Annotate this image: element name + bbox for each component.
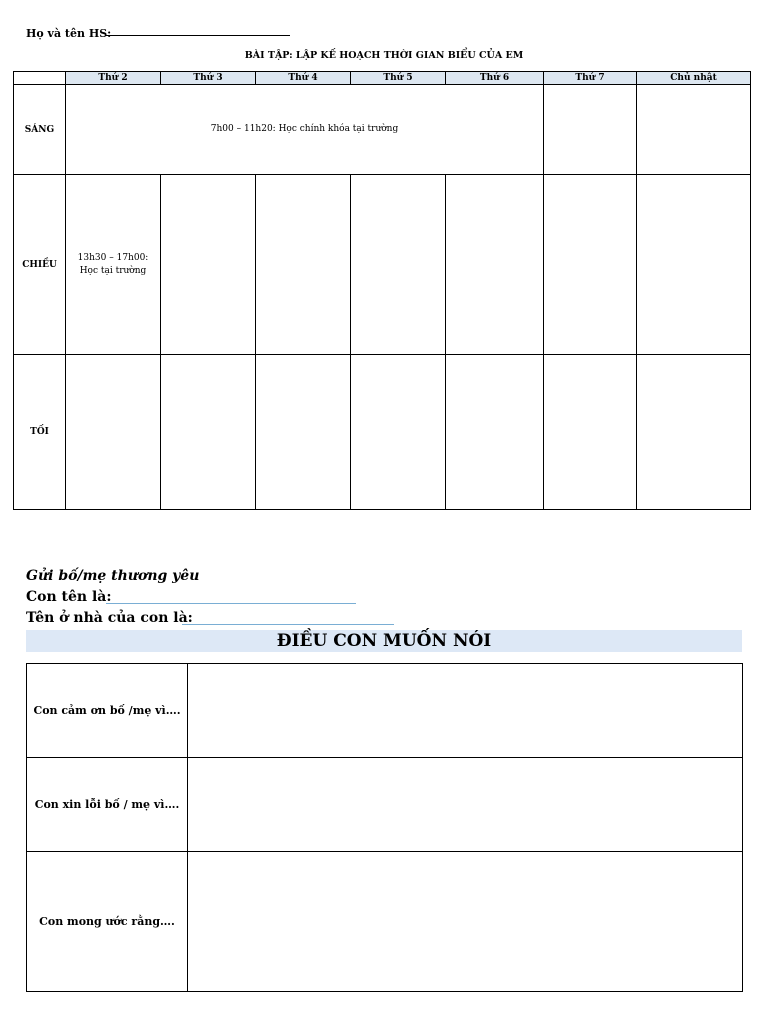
afternoon-note-time: 13h30 – 17h00: <box>77 252 149 263</box>
wish-row <box>27 852 743 992</box>
morning-row <box>14 85 751 175</box>
day-header: Thứ 4 <box>256 72 351 85</box>
day-header: Thứ 3 <box>161 72 256 85</box>
schedule-cell[interactable] <box>161 355 256 510</box>
corner-cell <box>14 72 66 85</box>
morning-note: 7h00 – 11h20: Học chính khóa tại trường <box>66 85 544 175</box>
schedule-cell[interactable] <box>351 355 446 510</box>
schedule-cell[interactable] <box>637 85 751 175</box>
nickname-label: Tên ở nhà của con là: <box>26 610 193 626</box>
schedule-cell[interactable] <box>351 175 446 355</box>
morning-label: SÁNG <box>14 85 66 175</box>
day-header: Thứ 7 <box>544 72 637 85</box>
student-name-label: Họ và tên HS: <box>26 27 112 40</box>
day-header: Thứ 2 <box>66 72 161 85</box>
schedule-cell[interactable] <box>161 175 256 355</box>
hope-prompt: Con mong ước rằng…. <box>27 852 188 992</box>
schedule-cell[interactable] <box>544 175 637 355</box>
schedule-cell[interactable] <box>66 355 161 510</box>
schedule-cell[interactable] <box>256 355 351 510</box>
wish-row <box>27 664 743 758</box>
day-header: Thứ 6 <box>446 72 544 85</box>
schedule-cell[interactable] <box>637 175 751 355</box>
timetable-header-row <box>14 72 751 85</box>
schedule-cell[interactable] <box>446 355 544 510</box>
evening-row <box>14 355 751 510</box>
timetable <box>13 71 751 510</box>
answer-cell[interactable] <box>188 852 743 992</box>
day-header: Thứ 5 <box>351 72 446 85</box>
day-header: Chủ nhật <box>637 72 751 85</box>
schedule-cell[interactable] <box>544 85 637 175</box>
child-name-label: Con tên là: <box>26 589 112 605</box>
evening-label: TỐI <box>14 355 66 510</box>
nickname-line[interactable] <box>182 624 394 625</box>
schedule-cell[interactable] <box>256 175 351 355</box>
afternoon-row <box>14 175 751 355</box>
worksheet-title: BÀI TẬP: LẬP KẾ HOẠCH THỜI GIAN BIỂU CỦA EM <box>244 50 524 61</box>
greeting: Gửi bố/mẹ thương yêu <box>26 568 200 584</box>
apology-prompt: Con xin lỗi bố / mẹ vì…. <box>27 758 188 852</box>
wish-row <box>27 758 743 852</box>
afternoon-label: CHIỀU <box>14 175 66 355</box>
afternoon-note <box>66 175 161 355</box>
child-name-line[interactable] <box>106 603 356 604</box>
schedule-cell[interactable] <box>637 355 751 510</box>
afternoon-note-place: Học tại trường <box>79 265 147 276</box>
answer-cell[interactable] <box>188 664 743 758</box>
thanks-prompt: Con cảm ơn bố /mẹ vì…. <box>27 664 188 758</box>
section-banner: ĐIỀU CON MUỐN NÓI <box>26 630 742 652</box>
schedule-cell[interactable] <box>446 175 544 355</box>
student-name-line[interactable] <box>106 35 290 36</box>
wish-table <box>26 663 743 992</box>
answer-cell[interactable] <box>188 758 743 852</box>
schedule-cell[interactable] <box>544 355 637 510</box>
